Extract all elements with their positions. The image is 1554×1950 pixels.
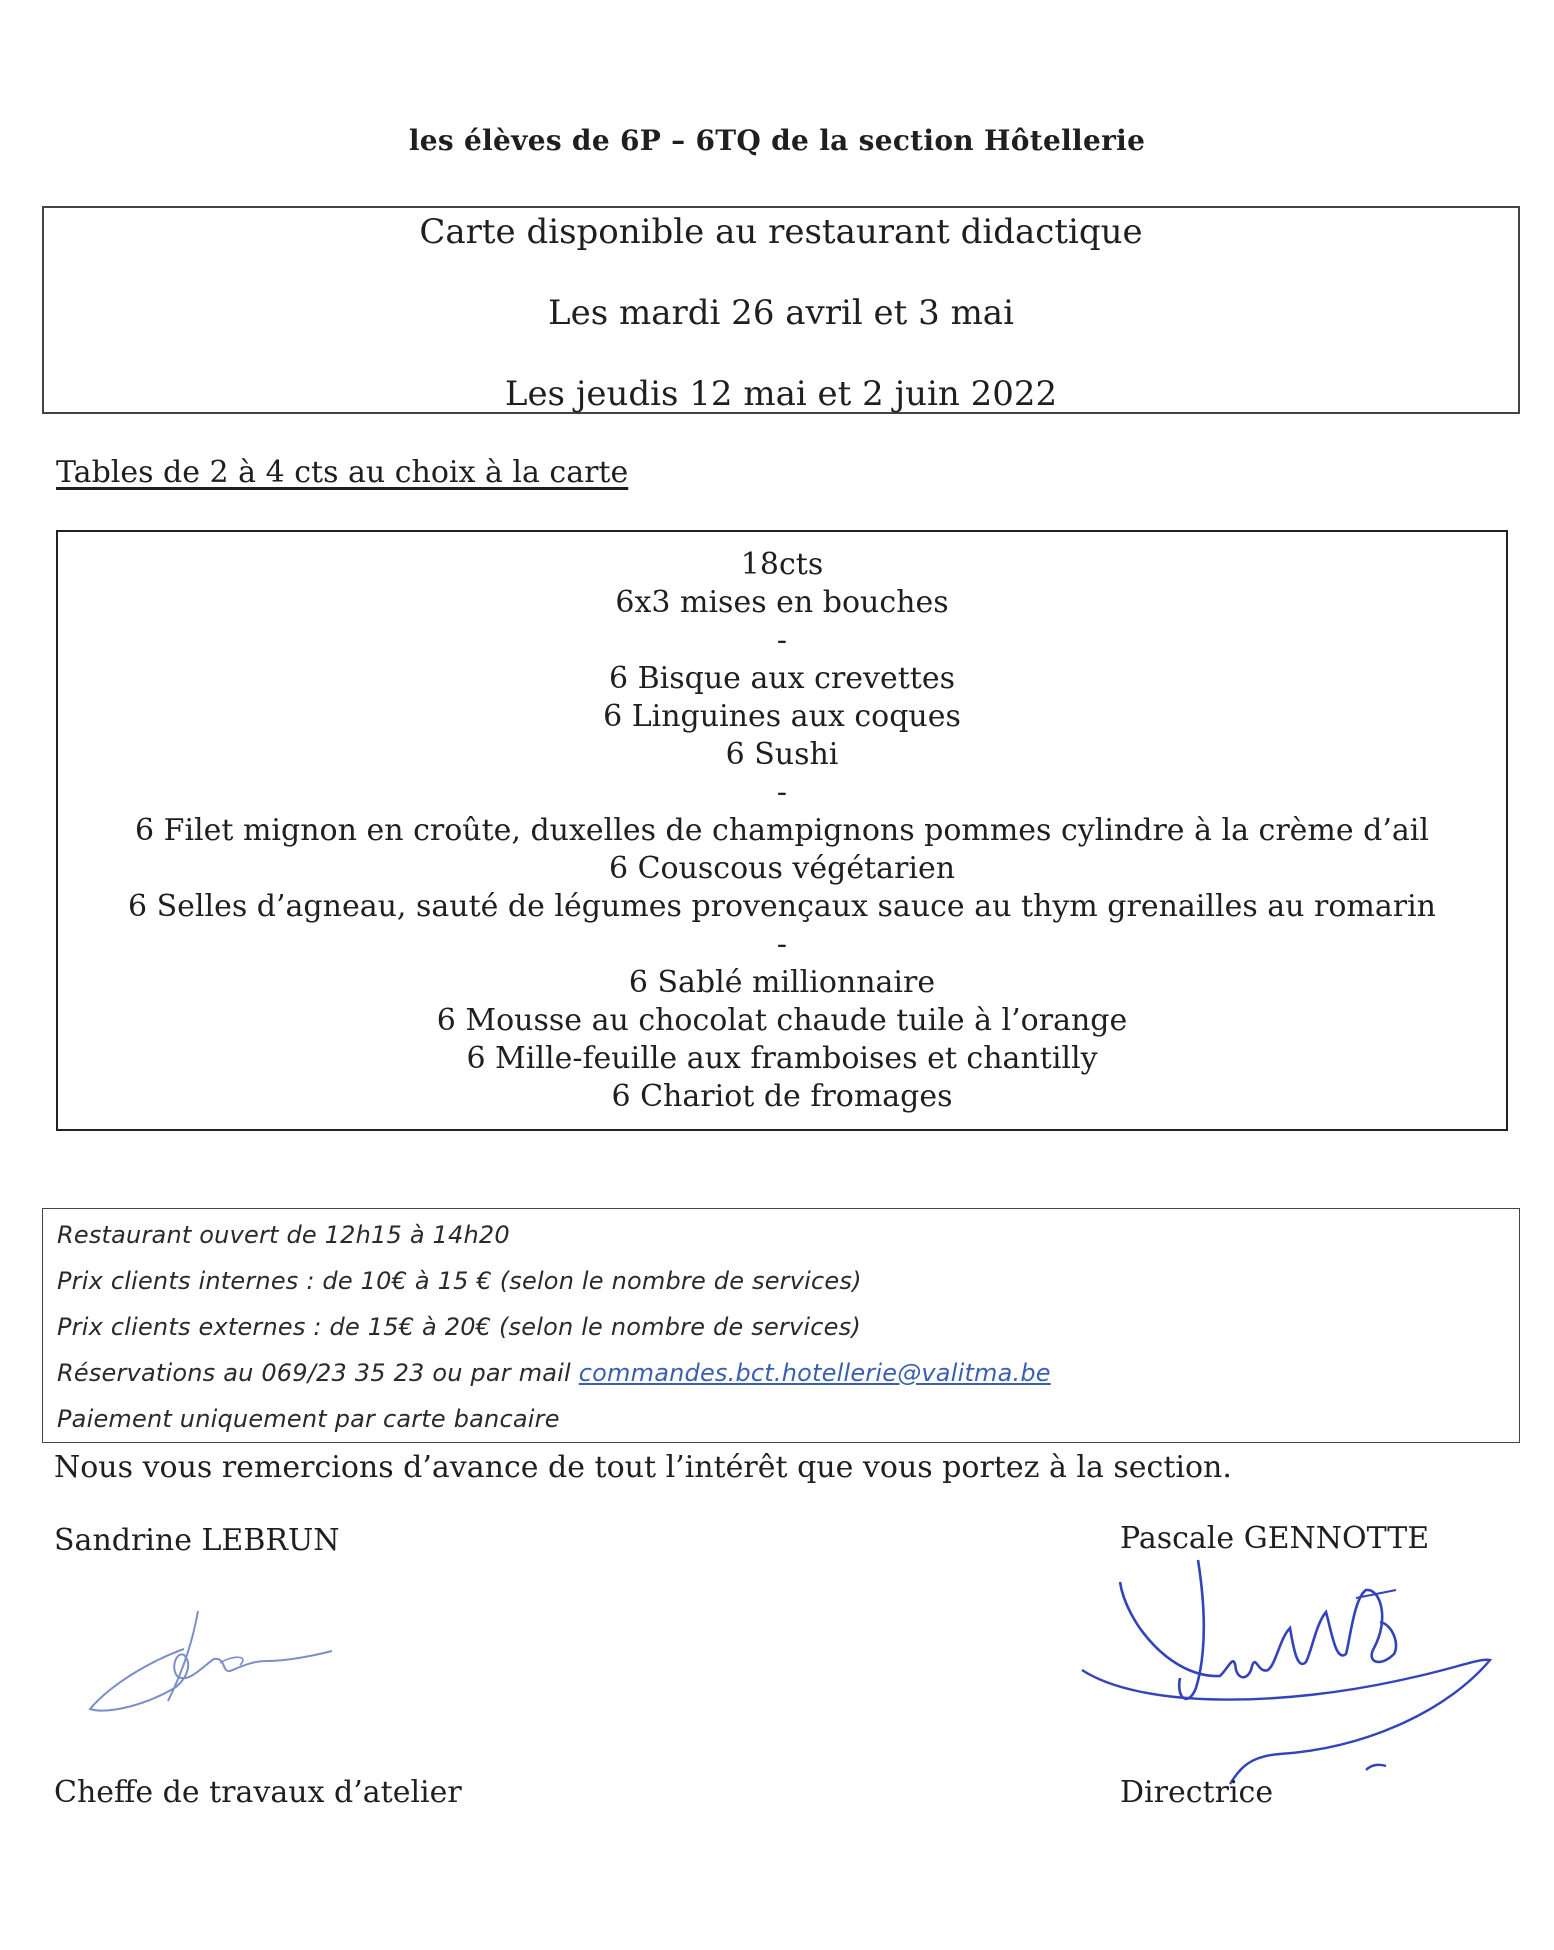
opening-hours: Restaurant ouvert de 12h15 à 14h20 xyxy=(57,1221,510,1249)
thanks-note: Nous vous remercions d’avance de tout l’intérêt que vous portez à la section. xyxy=(54,1450,1232,1485)
menu-item-bisque: 6 Bisque aux crevettes xyxy=(609,661,955,696)
signature-left xyxy=(80,1605,340,1725)
menu-item-linguines: 6 Linguines aux coques xyxy=(603,699,961,734)
reservations-text: Réservations au 069/23 35 23 ou par mail xyxy=(57,1359,579,1387)
menu-item-sushi: 6 Sushi xyxy=(725,737,839,772)
signatory-left-role: Cheffe de travaux d’atelier xyxy=(54,1775,462,1810)
menu-item-selles-agneau: 6 Selles d’agneau, sauté de légumes provençaux sauce au thym grenailles au romarin xyxy=(128,889,1436,924)
menu-separator: - xyxy=(776,623,788,658)
info-box xyxy=(42,1208,1520,1443)
signatory-left-name: Sandrine LEBRUN xyxy=(54,1523,340,1558)
tables-note: Tables de 2 à 4 cts au choix à la carte xyxy=(56,455,629,490)
menu-item-fromages: 6 Chariot de fromages xyxy=(611,1079,953,1114)
menu-item-couscous: 6 Couscous végétarien xyxy=(608,851,956,886)
menu-item-covers: 18cts xyxy=(740,547,824,582)
external-prices: Prix clients externes : de 15€ à 20€ (selon le nombre de services) xyxy=(57,1313,861,1341)
menu-item-mille-feuille: 6 Mille-feuille aux framboises et chantilly xyxy=(466,1041,1098,1076)
menu-item-filet-mignon: 6 Filet mignon en croûte, duxelles de champignons pommes cylindre à la crème d’ail xyxy=(135,813,1429,848)
signatory-right-name: Pascale GENNOTTE xyxy=(1120,1521,1430,1556)
menu-list xyxy=(58,546,1506,1116)
schedule-line-tuesdays: Les mardi 26 avril et 3 mai xyxy=(548,293,1014,333)
schedule-line-thursdays: Les jeudis 12 mai et 2 juin 2022 xyxy=(504,374,1058,414)
menu-separator: - xyxy=(776,927,788,962)
reservations-line xyxy=(57,1359,1051,1387)
signatory-right-role: Directrice xyxy=(1120,1775,1274,1810)
schedule-line-availability: Carte disponible au restaurant didactique xyxy=(419,212,1143,252)
reservations-email-link[interactable]: commandes.bct.hotellerie@valitma.be xyxy=(578,1359,1051,1387)
internal-prices: Prix clients internes : de 10€ à 15 € (selon le nombre de services) xyxy=(57,1267,862,1295)
document-heading: les élèves de 6P – 6TQ de la section Hôtellerie xyxy=(408,124,1146,157)
menu-item-mousse: 6 Mousse au chocolat chaude tuile à l’orange xyxy=(436,1003,1128,1038)
menu-item-sable: 6 Sablé millionnaire xyxy=(628,965,936,1000)
schedule-box xyxy=(42,206,1520,414)
payment-note: Paiement uniquement par carte bancaire xyxy=(57,1405,560,1433)
menu-item-amuse-bouches: 6x3 mises en bouches xyxy=(615,585,949,620)
signature-right xyxy=(1080,1558,1500,1788)
menu-box xyxy=(56,530,1508,1131)
menu-separator: - xyxy=(776,775,788,810)
